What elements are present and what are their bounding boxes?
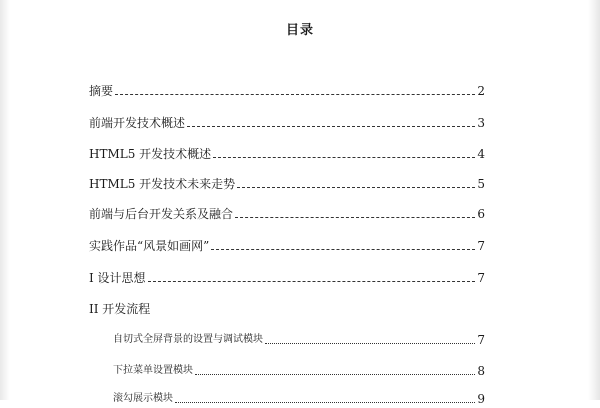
toc-entry-page: 7 — [477, 333, 485, 347]
toc-leader — [235, 217, 475, 218]
toc-leader — [148, 281, 475, 282]
toc-entry-label: I 设计思想 — [89, 271, 146, 285]
toc-section-heading[interactable]: II 开发流程 — [89, 302, 151, 316]
toc-entry-label: 实践作品“风景如画网” — [89, 239, 210, 253]
page-shadow-right — [588, 0, 600, 400]
toc-leader — [187, 126, 475, 127]
toc-entry-page: 2 — [477, 84, 485, 98]
toc-entry[interactable] — [89, 114, 485, 132]
toc-entry-page: 8 — [477, 364, 485, 378]
toc-leader — [195, 374, 475, 375]
toc-entry-label: HTML5 开发技术未来走势 — [89, 177, 236, 191]
toc-entry-label: 前端开发技术概述 — [89, 116, 186, 130]
toc-entry[interactable] — [89, 205, 485, 223]
toc-leader — [115, 94, 475, 95]
toc-leader — [265, 343, 475, 344]
toc-entry-label: 摘要 — [89, 84, 114, 98]
toc-leader — [213, 157, 475, 158]
toc-entry-page: 5 — [477, 177, 485, 191]
toc-entry[interactable] — [89, 237, 485, 255]
toc-title: 目录 — [285, 23, 314, 38]
toc-entry[interactable] — [89, 175, 485, 193]
toc-entry-page: 7 — [477, 271, 485, 285]
toc-entry[interactable] — [89, 269, 485, 287]
toc-entry[interactable] — [89, 82, 485, 100]
toc-entry-page: 7 — [477, 239, 485, 253]
toc-leader — [211, 249, 475, 250]
toc-entry-label: 前端与后台开发关系及融合 — [89, 207, 234, 221]
toc-entry-label: 滚勾展示模块 — [113, 393, 173, 404]
toc-entry-page: 9 — [477, 392, 485, 406]
toc-subentry[interactable] — [113, 362, 485, 380]
toc-entry-page: 4 — [477, 147, 485, 161]
toc-entry-page: 6 — [477, 207, 485, 221]
toc-entry-label: HTML5 开发技术概述 — [89, 147, 212, 161]
toc-entry-page: 3 — [477, 116, 485, 130]
toc-entry-label: 自切式全屏背景的设置与调试模块 — [113, 334, 263, 345]
toc-leader — [175, 402, 475, 403]
toc-entry-label: 下拉菜单设置模块 — [113, 365, 193, 376]
toc-leader — [237, 187, 475, 188]
toc-entry[interactable] — [89, 145, 485, 163]
toc-subentry[interactable] — [113, 331, 485, 349]
page-shadow-left — [0, 0, 10, 400]
toc-subentry[interactable] — [113, 390, 485, 408]
